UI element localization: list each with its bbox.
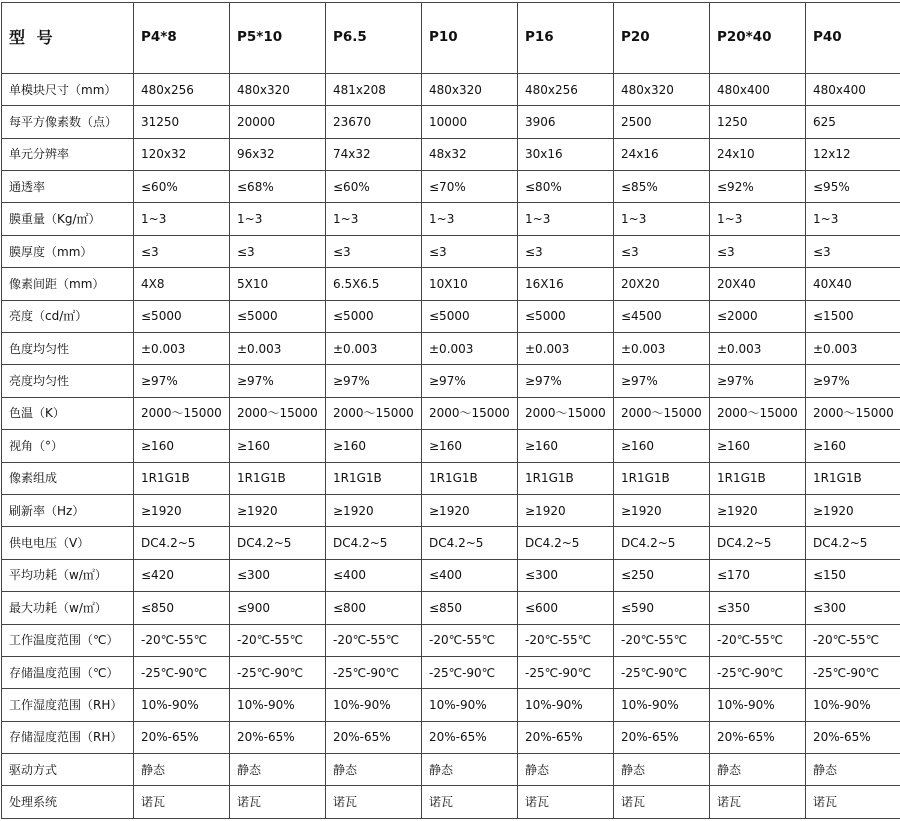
table-cell: 20X20 bbox=[614, 268, 710, 300]
table-cell: 5X10 bbox=[230, 268, 326, 300]
table-cell: ≥97% bbox=[518, 365, 614, 397]
table-cell: 2000～15000 bbox=[518, 397, 614, 429]
table-cell: ≥160 bbox=[134, 430, 230, 462]
table-cell: 2000～15000 bbox=[710, 397, 806, 429]
table-cell: ≥160 bbox=[710, 430, 806, 462]
table-cell: 16X16 bbox=[518, 268, 614, 300]
row-label: 视角（°） bbox=[2, 430, 134, 462]
row-label: 处理系统 bbox=[2, 786, 134, 819]
table-cell: ≥1920 bbox=[806, 494, 900, 526]
table-row bbox=[2, 235, 900, 267]
table-cell: 10%-90% bbox=[230, 689, 326, 721]
table-cell: ±0.003 bbox=[614, 332, 710, 364]
table-cell: ≤3 bbox=[614, 235, 710, 267]
row-label: 单模块尺寸（mm） bbox=[2, 73, 134, 105]
table-cell: ±0.003 bbox=[518, 332, 614, 364]
table-cell: 24x16 bbox=[614, 138, 710, 170]
table-cell: 1~3 bbox=[134, 203, 230, 235]
table-cell: 480x400 bbox=[710, 73, 806, 105]
table-cell: -25℃-90℃ bbox=[614, 656, 710, 688]
table-row bbox=[2, 689, 900, 721]
table-cell: 20%-65% bbox=[806, 721, 900, 753]
table-cell: 480x320 bbox=[614, 73, 710, 105]
row-label: 存储温度范围（℃） bbox=[2, 656, 134, 688]
table-row bbox=[2, 527, 900, 559]
table-cell: 静态 bbox=[710, 754, 806, 786]
model-header-cell: P10 bbox=[422, 3, 518, 74]
table-cell: 20X40 bbox=[710, 268, 806, 300]
table-row bbox=[2, 203, 900, 235]
table-cell: ≥1920 bbox=[710, 494, 806, 526]
table-cell: 481x208 bbox=[326, 73, 422, 105]
table-row bbox=[2, 462, 900, 494]
table-cell: ≥1920 bbox=[134, 494, 230, 526]
table-cell: -25℃-90℃ bbox=[230, 656, 326, 688]
table-cell: 20000 bbox=[230, 106, 326, 138]
table-cell: ≤5000 bbox=[326, 300, 422, 332]
table-cell: ≥97% bbox=[230, 365, 326, 397]
table-cell: -25℃-90℃ bbox=[326, 656, 422, 688]
table-cell: 20%-65% bbox=[326, 721, 422, 753]
table-cell: 74x32 bbox=[326, 138, 422, 170]
table-cell: ≥1920 bbox=[326, 494, 422, 526]
table-row bbox=[2, 365, 900, 397]
table-cell: 静态 bbox=[806, 754, 900, 786]
table-row bbox=[2, 559, 900, 591]
table-cell: -25℃-90℃ bbox=[806, 656, 900, 688]
table-cell: 诺瓦 bbox=[230, 786, 326, 819]
table-cell: ≤600 bbox=[518, 592, 614, 624]
row-label: 亮度（cd/㎡） bbox=[2, 300, 134, 332]
table-cell: 1~3 bbox=[422, 203, 518, 235]
table-cell: 2000～15000 bbox=[806, 397, 900, 429]
table-cell: DC4.2~5 bbox=[614, 527, 710, 559]
table-cell: ±0.003 bbox=[230, 332, 326, 364]
table-cell: 诺瓦 bbox=[326, 786, 422, 819]
table-cell: ≤92% bbox=[710, 171, 806, 203]
table-cell: 24x10 bbox=[710, 138, 806, 170]
table-cell: ≤4500 bbox=[614, 300, 710, 332]
table-cell: ≤5000 bbox=[422, 300, 518, 332]
table-cell: ≤420 bbox=[134, 559, 230, 591]
table-cell: -20℃-55℃ bbox=[518, 624, 614, 656]
table-cell: 96x32 bbox=[230, 138, 326, 170]
table-cell: ≤60% bbox=[134, 171, 230, 203]
row-label: 单元分辨率 bbox=[2, 138, 134, 170]
table-cell: 1~3 bbox=[806, 203, 900, 235]
row-label: 最大功耗（w/㎡） bbox=[2, 592, 134, 624]
table-cell: -25℃-90℃ bbox=[518, 656, 614, 688]
table-cell: DC4.2~5 bbox=[230, 527, 326, 559]
table-cell: 1250 bbox=[710, 106, 806, 138]
table-cell: 诺瓦 bbox=[518, 786, 614, 819]
table-cell: 625 bbox=[806, 106, 900, 138]
table-cell: -20℃-55℃ bbox=[710, 624, 806, 656]
table-cell: ≤3 bbox=[326, 235, 422, 267]
table-cell: -20℃-55℃ bbox=[230, 624, 326, 656]
table-cell: 48x32 bbox=[422, 138, 518, 170]
table-cell: ≥1920 bbox=[518, 494, 614, 526]
model-header-cell: P5*10 bbox=[230, 3, 326, 74]
row-label: 像素间距（mm） bbox=[2, 268, 134, 300]
table-cell: 480x256 bbox=[134, 73, 230, 105]
table-cell: 静态 bbox=[518, 754, 614, 786]
table-cell: ≤590 bbox=[614, 592, 710, 624]
table-cell: 1R1G1B bbox=[230, 462, 326, 494]
table-cell: ≤350 bbox=[710, 592, 806, 624]
table-cell: 31250 bbox=[134, 106, 230, 138]
table-cell: 480x256 bbox=[518, 73, 614, 105]
table-cell: ±0.003 bbox=[710, 332, 806, 364]
table-row bbox=[2, 754, 900, 786]
table-cell: ≤3 bbox=[518, 235, 614, 267]
table-cell: ≥97% bbox=[614, 365, 710, 397]
row-label: 平均功耗（w/㎡） bbox=[2, 559, 134, 591]
table-cell: 23670 bbox=[326, 106, 422, 138]
table-cell: ≤400 bbox=[326, 559, 422, 591]
table-cell: ≤150 bbox=[806, 559, 900, 591]
table-cell: ≥160 bbox=[422, 430, 518, 462]
table-row bbox=[2, 300, 900, 332]
table-cell: 静态 bbox=[230, 754, 326, 786]
row-label: 刷新率（Hz） bbox=[2, 494, 134, 526]
table-cell: 480x320 bbox=[230, 73, 326, 105]
row-label: 驱动方式 bbox=[2, 754, 134, 786]
table-row bbox=[2, 656, 900, 688]
table-cell: 10%-90% bbox=[326, 689, 422, 721]
table-cell: ≥160 bbox=[230, 430, 326, 462]
table-cell: ≤3 bbox=[134, 235, 230, 267]
row-label: 工作湿度范围（RH） bbox=[2, 689, 134, 721]
table-cell: ≤170 bbox=[710, 559, 806, 591]
table-cell: -25℃-90℃ bbox=[134, 656, 230, 688]
table-cell: 诺瓦 bbox=[134, 786, 230, 819]
model-header-cell: P6.5 bbox=[326, 3, 422, 74]
table-row bbox=[2, 592, 900, 624]
table-cell: 10%-90% bbox=[806, 689, 900, 721]
table-cell: 1~3 bbox=[614, 203, 710, 235]
spec-table bbox=[1, 2, 900, 819]
table-cell: ≤250 bbox=[614, 559, 710, 591]
table-cell: 静态 bbox=[422, 754, 518, 786]
table-cell: ≥97% bbox=[422, 365, 518, 397]
table-row bbox=[2, 171, 900, 203]
row-label: 色温（K） bbox=[2, 397, 134, 429]
table-cell: ≤300 bbox=[230, 559, 326, 591]
table-cell: ≤80% bbox=[518, 171, 614, 203]
table-row bbox=[2, 430, 900, 462]
table-cell: ≤60% bbox=[326, 171, 422, 203]
table-row bbox=[2, 397, 900, 429]
table-row bbox=[2, 786, 900, 819]
table-cell: 2000～15000 bbox=[134, 397, 230, 429]
table-cell: 1R1G1B bbox=[806, 462, 900, 494]
table-cell: -20℃-55℃ bbox=[134, 624, 230, 656]
table-cell: ≤5000 bbox=[518, 300, 614, 332]
table-cell: 1R1G1B bbox=[134, 462, 230, 494]
table-cell: ≥160 bbox=[326, 430, 422, 462]
table-cell: 20%-65% bbox=[710, 721, 806, 753]
table-cell: ≤3 bbox=[230, 235, 326, 267]
header-row bbox=[2, 3, 900, 74]
table-cell: ≤300 bbox=[518, 559, 614, 591]
table-cell: 480x400 bbox=[806, 73, 900, 105]
model-header-cell: P20*40 bbox=[710, 3, 806, 74]
row-label: 像素组成 bbox=[2, 462, 134, 494]
table-cell: 480x320 bbox=[422, 73, 518, 105]
table-cell: -20℃-55℃ bbox=[614, 624, 710, 656]
table-row bbox=[2, 624, 900, 656]
table-cell: 6.5X6.5 bbox=[326, 268, 422, 300]
table-cell: 诺瓦 bbox=[422, 786, 518, 819]
row-label: 色度均匀性 bbox=[2, 332, 134, 364]
table-cell: 20%-65% bbox=[614, 721, 710, 753]
table-cell: 1R1G1B bbox=[518, 462, 614, 494]
model-header-cell: P4*8 bbox=[134, 3, 230, 74]
row-label: 存储湿度范围（RH） bbox=[2, 721, 134, 753]
table-row bbox=[2, 106, 900, 138]
table-cell: ≤800 bbox=[326, 592, 422, 624]
table-cell: -20℃-55℃ bbox=[326, 624, 422, 656]
table-cell: 10%-90% bbox=[422, 689, 518, 721]
table-cell: ≥97% bbox=[806, 365, 900, 397]
table-cell: 1R1G1B bbox=[326, 462, 422, 494]
table-row bbox=[2, 332, 900, 364]
table-cell: 10X10 bbox=[422, 268, 518, 300]
table-cell: 4X8 bbox=[134, 268, 230, 300]
table-cell: 12x12 bbox=[806, 138, 900, 170]
table-cell: 2000～15000 bbox=[422, 397, 518, 429]
table-cell: 诺瓦 bbox=[806, 786, 900, 819]
table-cell: -20℃-55℃ bbox=[806, 624, 900, 656]
table-cell: DC4.2~5 bbox=[518, 527, 614, 559]
table-cell: 30x16 bbox=[518, 138, 614, 170]
table-cell: ≥160 bbox=[518, 430, 614, 462]
table-cell: ≥97% bbox=[134, 365, 230, 397]
table-cell: 1~3 bbox=[710, 203, 806, 235]
table-cell: ≤300 bbox=[806, 592, 900, 624]
model-header-cell: P20 bbox=[614, 3, 710, 74]
table-cell: ≤900 bbox=[230, 592, 326, 624]
row-label: 膜重量（Kg/㎡） bbox=[2, 203, 134, 235]
table-cell: 10%-90% bbox=[518, 689, 614, 721]
table-cell: ≤70% bbox=[422, 171, 518, 203]
table-cell: ≤3 bbox=[806, 235, 900, 267]
table-cell: ≥1920 bbox=[230, 494, 326, 526]
table-cell: 1R1G1B bbox=[422, 462, 518, 494]
table-cell: DC4.2~5 bbox=[806, 527, 900, 559]
table-cell: ≤85% bbox=[614, 171, 710, 203]
table-row bbox=[2, 721, 900, 753]
table-cell: ≤3 bbox=[710, 235, 806, 267]
table-cell: 1~3 bbox=[518, 203, 614, 235]
table-row bbox=[2, 73, 900, 105]
row-label: 通透率 bbox=[2, 171, 134, 203]
table-cell: 静态 bbox=[614, 754, 710, 786]
table-cell: 40X40 bbox=[806, 268, 900, 300]
table-cell: 诺瓦 bbox=[710, 786, 806, 819]
table-cell: ±0.003 bbox=[806, 332, 900, 364]
table-cell: ≤5000 bbox=[134, 300, 230, 332]
table-cell: 10%-90% bbox=[134, 689, 230, 721]
table-cell: ≤400 bbox=[422, 559, 518, 591]
table-cell: ≥160 bbox=[806, 430, 900, 462]
table-cell: ≥1920 bbox=[614, 494, 710, 526]
table-cell: 1~3 bbox=[230, 203, 326, 235]
table-cell: DC4.2~5 bbox=[710, 527, 806, 559]
table-cell: ≤68% bbox=[230, 171, 326, 203]
table-cell: -25℃-90℃ bbox=[710, 656, 806, 688]
table-cell: ≤95% bbox=[806, 171, 900, 203]
table-cell: 20%-65% bbox=[422, 721, 518, 753]
row-label: 每平方像素数（点） bbox=[2, 106, 134, 138]
table-cell: DC4.2~5 bbox=[134, 527, 230, 559]
row-label: 亮度均匀性 bbox=[2, 365, 134, 397]
table-cell: 20%-65% bbox=[230, 721, 326, 753]
table-cell: ≤850 bbox=[134, 592, 230, 624]
table-cell: ≤850 bbox=[422, 592, 518, 624]
table-row bbox=[2, 494, 900, 526]
table-cell: 3906 bbox=[518, 106, 614, 138]
table-cell: ≤3 bbox=[422, 235, 518, 267]
table-cell: -25℃-90℃ bbox=[422, 656, 518, 688]
row-label: 工作温度范围（℃） bbox=[2, 624, 134, 656]
table-cell: 静态 bbox=[326, 754, 422, 786]
table-row bbox=[2, 138, 900, 170]
table-cell: ≤5000 bbox=[230, 300, 326, 332]
table-cell: ≥97% bbox=[326, 365, 422, 397]
table-cell: ≤2000 bbox=[710, 300, 806, 332]
model-header-label: 型 号 bbox=[2, 3, 134, 74]
table-cell: 诺瓦 bbox=[614, 786, 710, 819]
model-header-cell: P16 bbox=[518, 3, 614, 74]
table-cell: 静态 bbox=[134, 754, 230, 786]
row-label: 膜厚度（mm） bbox=[2, 235, 134, 267]
table-cell: 120x32 bbox=[134, 138, 230, 170]
table-cell: 20%-65% bbox=[134, 721, 230, 753]
table-cell: 2500 bbox=[614, 106, 710, 138]
table-cell: 2000～15000 bbox=[230, 397, 326, 429]
row-label: 供电电压（V） bbox=[2, 527, 134, 559]
table-cell: ±0.003 bbox=[422, 332, 518, 364]
table-cell: 1R1G1B bbox=[710, 462, 806, 494]
table-cell: 2000～15000 bbox=[326, 397, 422, 429]
table-cell: ≥97% bbox=[710, 365, 806, 397]
table-cell: ≥160 bbox=[614, 430, 710, 462]
table-cell: 10000 bbox=[422, 106, 518, 138]
table-cell: 20%-65% bbox=[518, 721, 614, 753]
table-cell: 10%-90% bbox=[614, 689, 710, 721]
table-cell: DC4.2~5 bbox=[422, 527, 518, 559]
table-cell: 2000～15000 bbox=[614, 397, 710, 429]
table-cell: ±0.003 bbox=[326, 332, 422, 364]
table-cell: ±0.003 bbox=[134, 332, 230, 364]
table-cell: 10%-90% bbox=[710, 689, 806, 721]
table-cell: 1R1G1B bbox=[614, 462, 710, 494]
table-cell: DC4.2~5 bbox=[326, 527, 422, 559]
table-cell: ≤1500 bbox=[806, 300, 900, 332]
table-cell: 1~3 bbox=[326, 203, 422, 235]
table-cell: -20℃-55℃ bbox=[422, 624, 518, 656]
table-row bbox=[2, 268, 900, 300]
table-cell: ≥1920 bbox=[422, 494, 518, 526]
model-header-cell: P40 bbox=[806, 3, 900, 74]
